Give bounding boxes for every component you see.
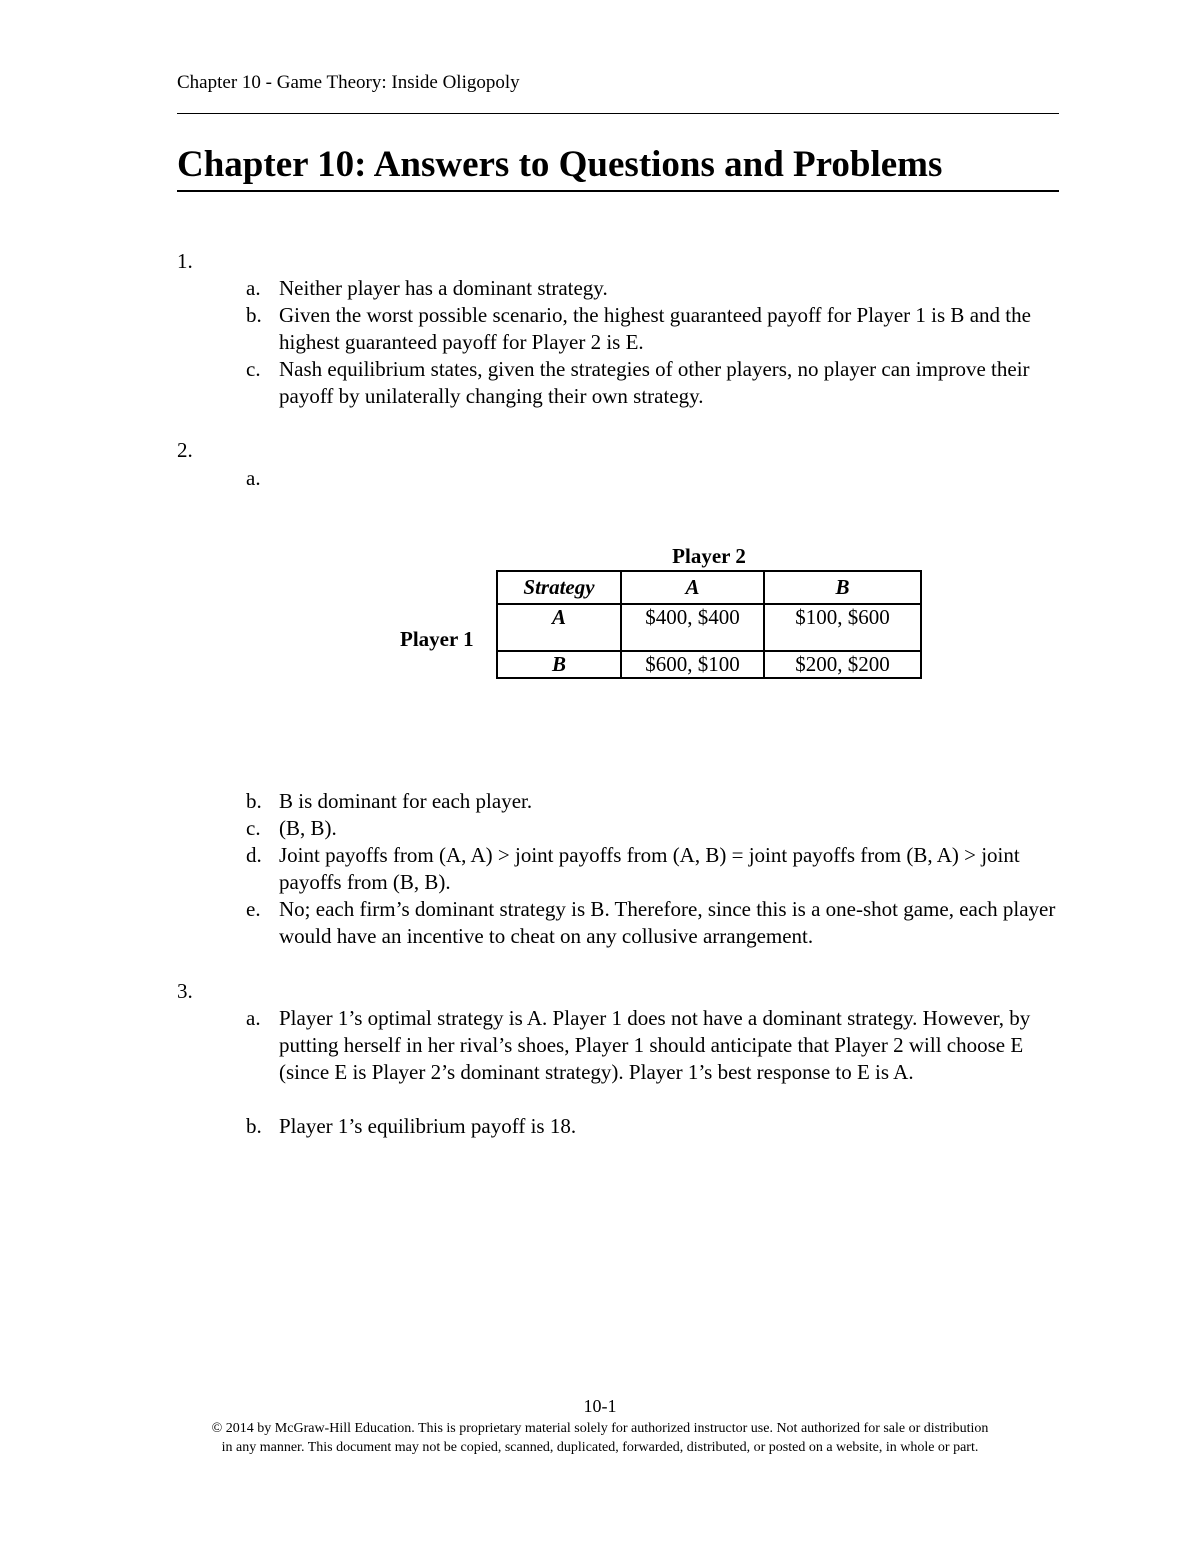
- answer-letter: a.: [246, 466, 261, 490]
- payoff-cell-a-a: $400, $400: [621, 604, 764, 651]
- answer-text: Joint payoffs from (A, A) > joint payoffs from (A, B) = joint payoffs from (B, A) > joint payoffs from (B, B).: [279, 843, 1020, 894]
- chapter-title: Chapter 10: Answers to Questions and Problems: [177, 142, 1059, 192]
- payoff-cell-a-b: $100, $600: [764, 604, 921, 651]
- row-b-label: B: [497, 651, 621, 678]
- answer-2b: [246, 788, 1066, 815]
- answer-text: Given the worst possible scenario, the highest guaranteed payoff for Player 1 is B and the highest guaranteed payoff for Player 2 is E.: [279, 303, 1031, 354]
- answer-1a: [246, 275, 1066, 302]
- answer-1c: [246, 356, 1066, 410]
- answer-letter: b.: [246, 303, 262, 327]
- answer-text: B is dominant for each player.: [279, 789, 533, 813]
- column-a-header: A: [621, 571, 764, 604]
- question-number-1: 1.: [177, 249, 193, 273]
- answer-text: Nash equilibrium states, given the strategies of other players, no player can improve their payoff by unilaterally changing their own strategy.: [279, 357, 1030, 408]
- player1-label: Player 1: [400, 627, 474, 651]
- answer-text: Player 1’s optimal strategy is A. Player 1 does not have a dominant strategy. However, by putting herself in her rival’s shoes, Player 1 should anticipate that Player 2 will choose E (since E is Player 2’s dominant strategy). Player 1’s best response to E is A.: [279, 1006, 1031, 1084]
- copyright-line-1: © 2014 by McGraw-Hill Education. This is proprietary material solely for authorized instructor use. Not authorized for sale or distribution: [211, 1421, 989, 1436]
- strategy-header: Strategy: [497, 571, 621, 604]
- payoff-cell-b-a: $600, $100: [621, 651, 764, 678]
- player2-label: Player 2: [672, 544, 746, 568]
- question-number-3: 3.: [177, 979, 193, 1003]
- payoff-header-row: [497, 571, 921, 604]
- answer-letter: d.: [246, 843, 262, 867]
- answer-text: Neither player has a dominant strategy.: [279, 276, 608, 300]
- answer-text: Player 1’s equilibrium payoff is 18.: [279, 1114, 577, 1138]
- answer-2e: [246, 896, 1066, 950]
- answer-letter: c.: [246, 816, 261, 840]
- payoff-matrix: [496, 570, 922, 679]
- page-number: 10-1: [583, 1396, 617, 1416]
- answer-text: (B, B).: [279, 816, 337, 840]
- payoff-row-b: [497, 651, 921, 678]
- answer-letter: b.: [246, 789, 262, 813]
- answer-3b: [246, 1113, 1066, 1140]
- running-header: Chapter 10 - Game Theory: Inside Oligopoly: [177, 72, 520, 93]
- answer-2d: [246, 842, 1066, 896]
- answer-2c: [246, 815, 1066, 842]
- answer-letter: c.: [246, 357, 261, 381]
- payoff-cell-b-b: $200, $200: [764, 651, 921, 678]
- answer-letter: e.: [246, 897, 261, 921]
- copyright-line-2: in any manner. This document may not be copied, scanned, duplicated, forwarded, distributed, or posted on a website, in whole or part.: [221, 1440, 979, 1455]
- question-number-2: 2.: [177, 438, 193, 462]
- row-a-label: A: [497, 604, 621, 651]
- header-rule: [177, 113, 1059, 114]
- answer-letter: a.: [246, 276, 261, 300]
- answer-3a: [246, 1005, 1066, 1086]
- answer-text: No; each firm’s dominant strategy is B. Therefore, since this is a one-shot game, each player would have an incentive to cheat on any collusive arrangement.: [279, 897, 1056, 948]
- answer-1b: [246, 302, 1066, 356]
- payoff-row-a: [497, 604, 921, 651]
- copyright-notice: [150, 1419, 1050, 1457]
- answer-letter: a.: [246, 1006, 261, 1030]
- answer-letter: b.: [246, 1114, 262, 1138]
- column-b-header: B: [764, 571, 921, 604]
